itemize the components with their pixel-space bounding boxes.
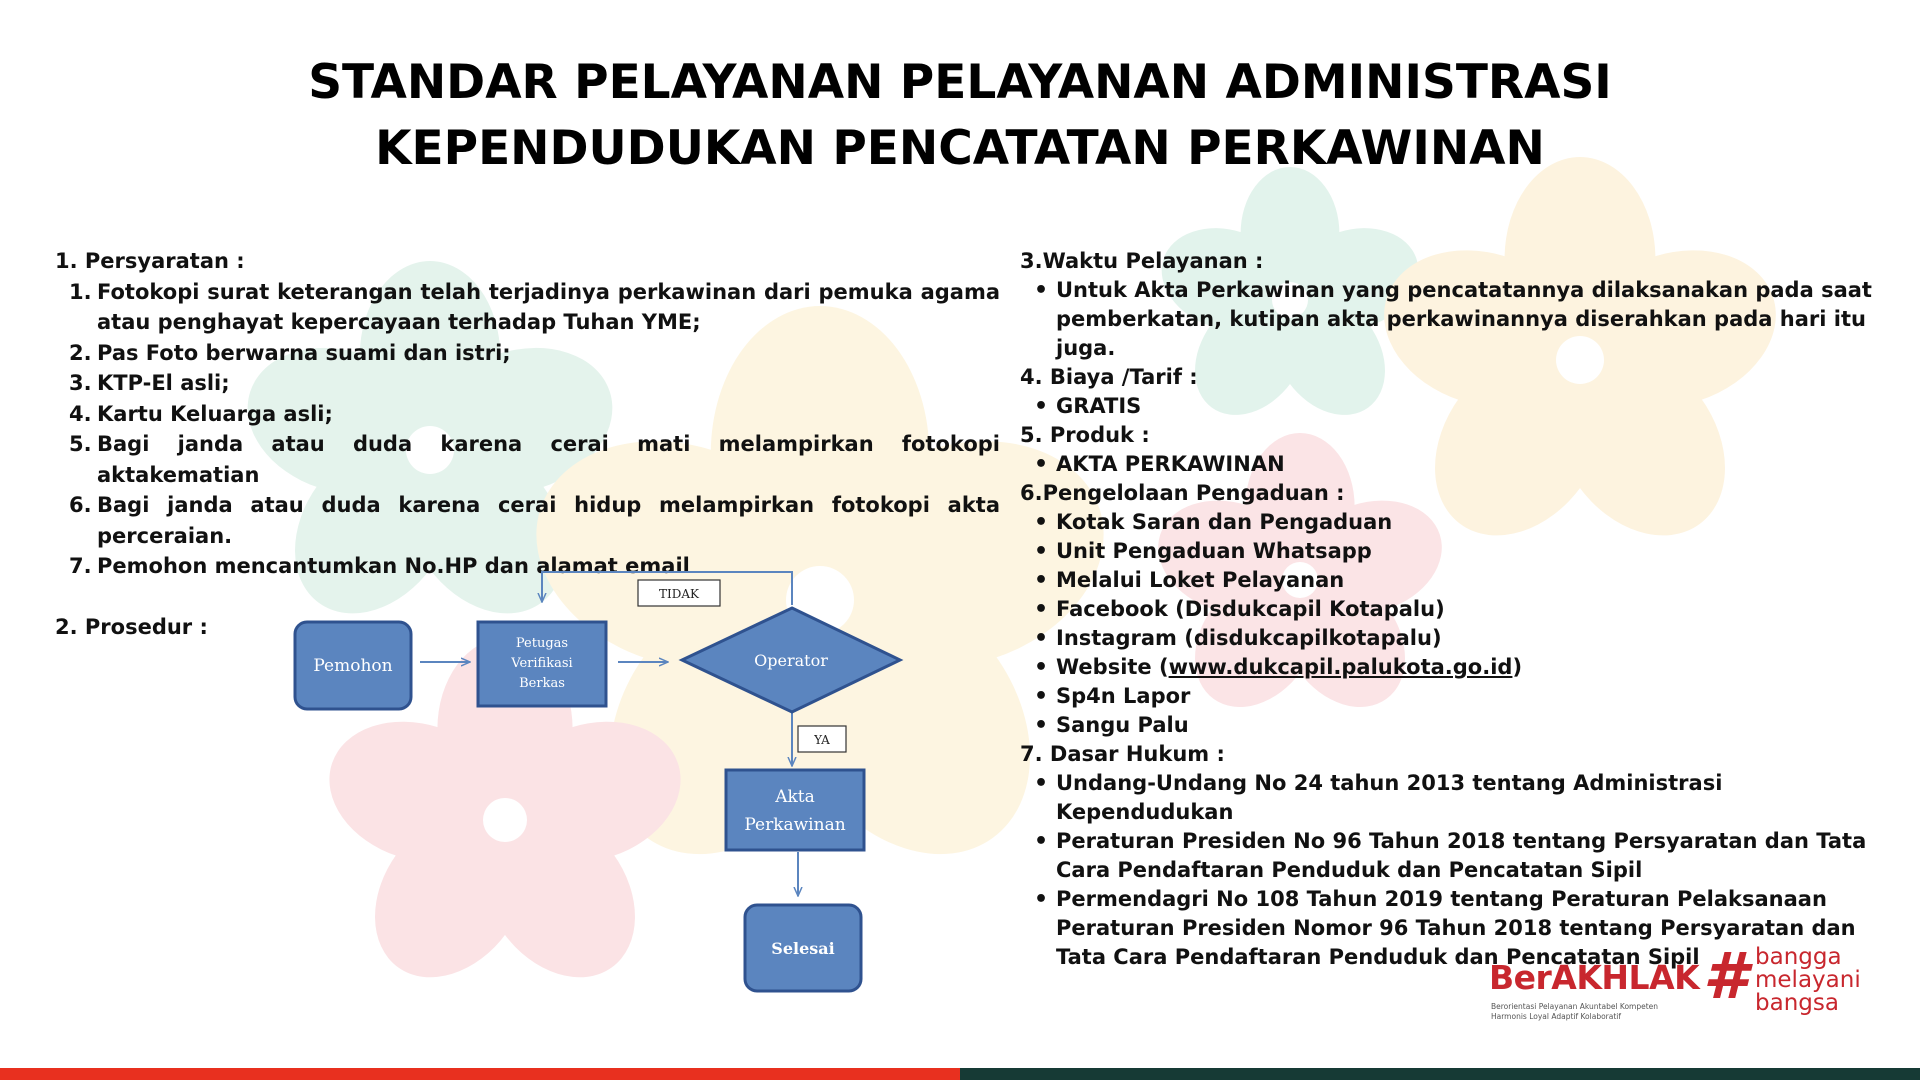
list-text: Facebook (Disdukcapil Kotapalu) (1056, 597, 1445, 621)
list-item (55, 277, 1000, 338)
list-text: Bagi janda atau duda karena cerai hidup melampirkan fotokopi akta perceraian. (97, 493, 1000, 548)
list-text: AKTA PERKAWINAN (1056, 452, 1285, 476)
flow-label-akta-2: Perkawinan (744, 815, 846, 835)
dasar-hukum-heading: 7. Dasar Hukum : (1020, 742, 1225, 766)
list-text: Pemohon mencantumkan No.HP dan alamat email (97, 554, 690, 578)
list-item (1020, 653, 1900, 682)
list-item (1020, 392, 1900, 421)
list-text: Melalui Loket Pelayanan (1056, 568, 1345, 592)
list-text: Peraturan Presiden No 96 Tahun 2018 tentang Persyaratan dan Tata Cara Pendaftaran Penduduk dan Pencatatan Sipil (1056, 829, 1867, 882)
logo-subtext-line-2: Harmonis Loyal Adaptif Kolaboratif (1491, 1012, 1622, 1021)
list-number: 5. (69, 432, 92, 456)
ya-label: YA (814, 733, 830, 747)
list-number: 2. (69, 340, 92, 365)
persyaratan-list (55, 277, 1000, 582)
list-number: 7. (69, 554, 92, 578)
biaya-list (1020, 392, 1900, 421)
logo-subtext (1491, 1002, 1711, 1022)
bullet-icon (1034, 711, 1056, 740)
bullet-icon (1034, 885, 1056, 972)
list-item (55, 490, 1000, 551)
list-item (55, 429, 1000, 490)
list-item (1020, 624, 1900, 653)
list-item (55, 368, 1000, 399)
pengaduan-list (1020, 508, 1900, 740)
bullet-icon (1034, 537, 1056, 566)
persyaratan-heading: 1. Persyaratan : (55, 249, 245, 273)
list-text: Kotak Saran dan Pengaduan (1056, 510, 1393, 534)
flow-label-petugas-1: Petugas (515, 636, 569, 651)
list-item (1020, 450, 1900, 479)
bullet-icon (1034, 624, 1056, 653)
flow-label-operator: Operator (754, 651, 828, 670)
list-text: KTP-El asli; (97, 371, 230, 395)
list-text: Sp4n Lapor (1056, 684, 1191, 708)
list-number: 3. (69, 371, 92, 395)
list-number: 6. (69, 493, 92, 517)
prosedur-heading: 2. Prosedur : (55, 614, 208, 639)
page-title (0, 50, 1920, 182)
list-text: Fotokopi surat keterangan telah terjadinya perkawinan dari pemuka agama atau penghayat kepercayaan terhadap Tuhan YME; (97, 279, 1000, 334)
list-text: Unit Pengaduan Whatsapp (1056, 539, 1372, 563)
logo-slogan (1755, 946, 1861, 1015)
bullet-icon (1034, 653, 1056, 682)
bullet-icon (1034, 566, 1056, 595)
list-item (1020, 711, 1900, 740)
list-item (55, 399, 1000, 430)
logo-subtext-line-1: Berorientasi Pelayanan Akuntabel Kompeten (1491, 1002, 1659, 1011)
list-item (55, 338, 1000, 369)
berakhlak-logo (1485, 940, 1885, 1020)
bullet-icon (1034, 450, 1056, 479)
flow-label-petugas-3: Berkas (519, 676, 565, 691)
website-link[interactable]: www.dukcapil.palukota.go.id (1168, 655, 1513, 679)
list-text: Sangu Palu (1056, 713, 1189, 737)
list-text: Kartu Keluarga asli; (97, 401, 333, 426)
page-title-line-1: STANDAR PELAYANAN PELAYANAN ADMINISTRASI (308, 55, 1612, 110)
list-item (1020, 566, 1900, 595)
list-text (1056, 653, 1900, 682)
list-item (1020, 827, 1900, 885)
flow-label-petugas-2: Verifikasi (511, 656, 573, 671)
list-text: Untuk Akta Perkawinan yang pencatatannya dilaksanakan pada saat pemberkatan, kutipan akta perkawinannya diserahkan pada hari itu juga. (1056, 278, 1872, 360)
bullet-icon (1034, 682, 1056, 711)
prosedur-flowchart (280, 560, 920, 1010)
produk-list (1020, 450, 1900, 479)
flow-label-akta-1: Akta (775, 787, 815, 807)
footer-bar-red (0, 1068, 960, 1080)
logo-slogan-word-2: melayani (1755, 967, 1861, 993)
list-item (1020, 508, 1900, 537)
waktu-heading: 3.Waktu Pelayanan : (1020, 249, 1264, 273)
flow-label-pemohon: Pemohon (313, 656, 393, 676)
list-item (1020, 276, 1900, 363)
list-item (1020, 537, 1900, 566)
list-item (1020, 769, 1900, 827)
list-text: Pas Foto berwarna suami dan istri; (97, 340, 511, 365)
website-suffix: ) (1512, 655, 1523, 679)
list-number: 1. (69, 279, 92, 304)
flow-label-selesai: Selesai (771, 939, 835, 958)
footer-bar-dark (960, 1068, 1920, 1080)
right-column (1020, 247, 1900, 972)
bullet-icon (1034, 769, 1056, 827)
list-item (1020, 682, 1900, 711)
bullet-icon (1034, 392, 1056, 421)
biaya-heading: 4. Biaya /Tarif : (1020, 365, 1198, 389)
hashtag-icon: # (1703, 940, 1748, 1014)
list-text: GRATIS (1056, 394, 1142, 418)
tidak-label: TIDAK (659, 587, 699, 601)
waktu-list (1020, 276, 1900, 363)
flow-node-akta (726, 770, 864, 850)
website-prefix: Website ( (1056, 655, 1169, 679)
list-text: Bagi janda atau duda karena cerai mati melampirkan fotokopi aktakematian (97, 432, 1000, 487)
page-title-line-2: KEPENDUDUKAN PENCATATAN PERKAWINAN (375, 121, 1545, 176)
bullet-icon (1034, 827, 1056, 885)
list-number: 4. (69, 401, 92, 426)
list-text: Instagram (disdukcapilkotapalu) (1056, 626, 1442, 650)
logo-main-text: BerAKHLAK (1489, 958, 1700, 997)
bullet-icon (1034, 595, 1056, 624)
produk-heading: 5. Produk : (1020, 423, 1150, 447)
list-text: Permendagri No 108 Tahun 2019 tentang Peraturan Pelaksanaan Peraturan Presiden Nomor 96 Tahun 2018 tentang Persyaratan dan Tata Cara Pendaftaran Penduduk dan Pencatatan Sipil (1056, 887, 1856, 969)
logo-slogan-word-1: bangga (1755, 944, 1842, 970)
bullet-icon (1034, 276, 1056, 363)
list-item (1020, 595, 1900, 624)
list-text: Undang-Undang No 24 tahun 2013 tentang Administrasi Kependudukan (1056, 771, 1723, 824)
logo-slogan-word-3: bangsa (1755, 990, 1839, 1016)
pengaduan-heading: 6.Pengelolaan Pengaduan : (1020, 481, 1345, 505)
bullet-icon (1034, 508, 1056, 537)
